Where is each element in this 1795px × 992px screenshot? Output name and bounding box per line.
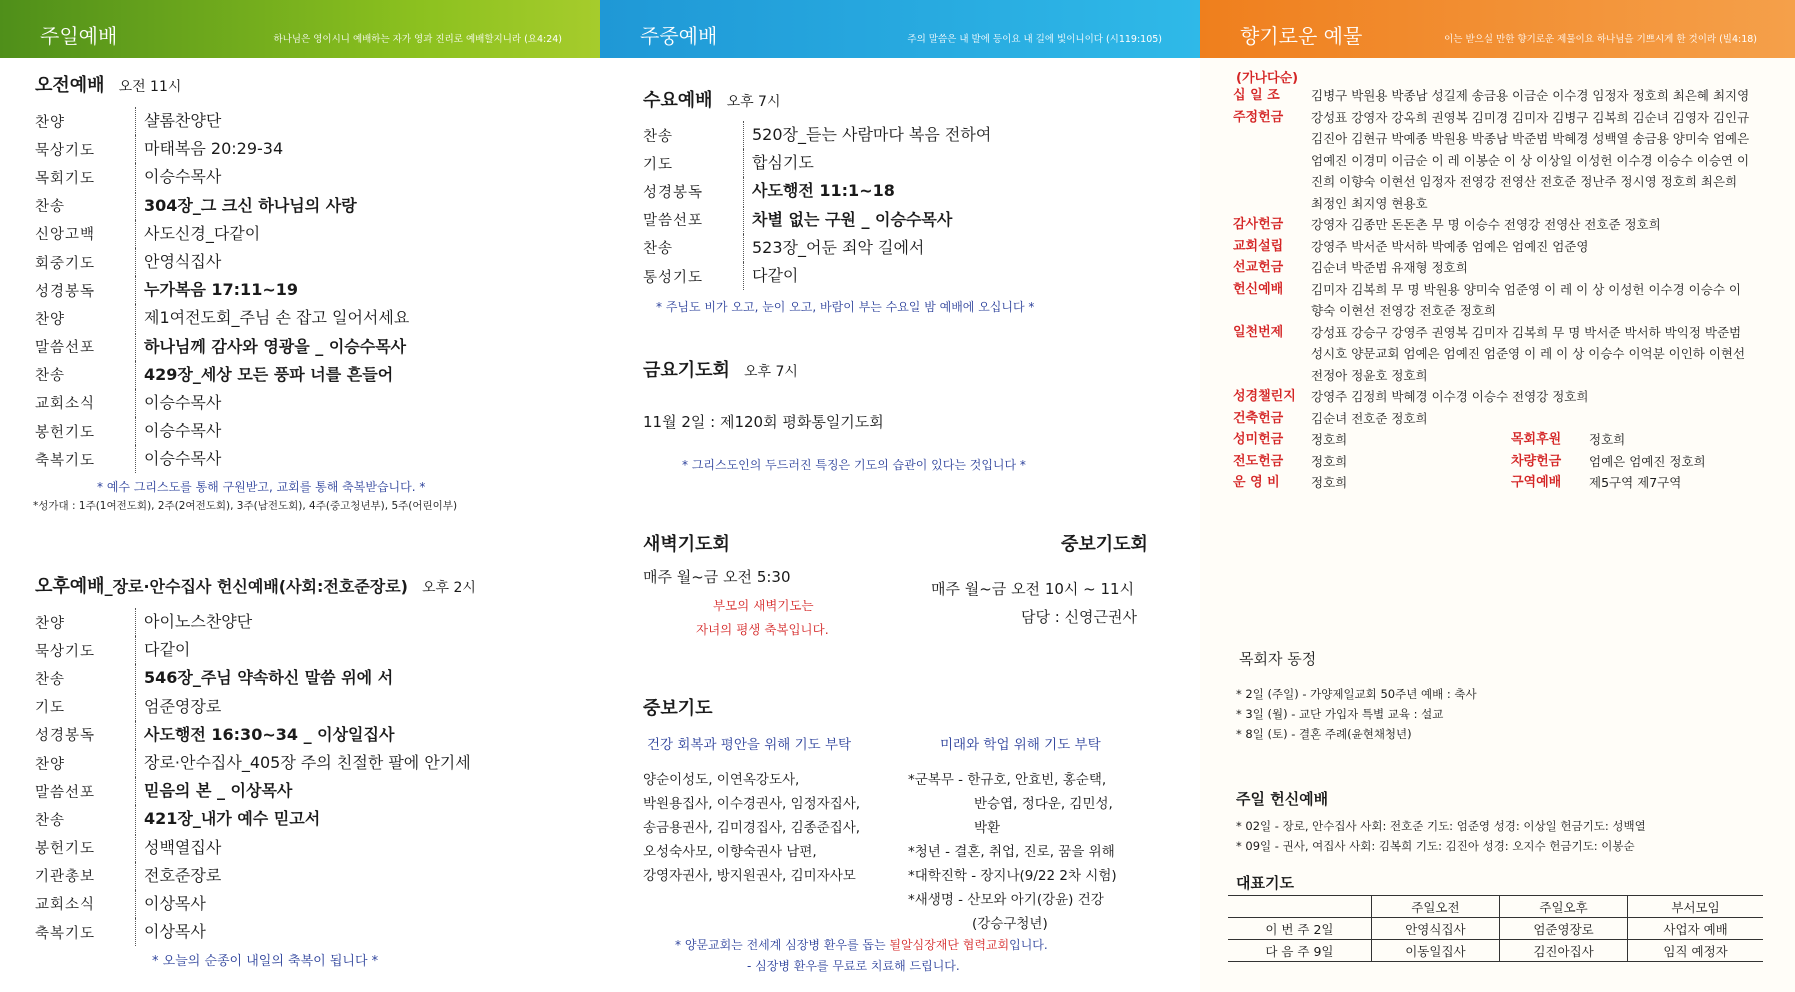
order-label: 목회기도	[35, 170, 96, 187]
order-row	[35, 890, 471, 918]
offering-category: 성미헌금	[1233, 432, 1284, 447]
intercession-left-item: 강영자권사, 방지원권사, 김미자사모	[643, 868, 856, 884]
offering-list	[1233, 85, 1751, 494]
order-value: 마태복음 20:29-34	[135, 135, 283, 163]
pastor-news-list	[1236, 684, 1477, 744]
offering-row	[1233, 279, 1751, 322]
offering-names: 정호희	[1589, 432, 1626, 447]
dedication-item: * 02일 - 장로, 안수집사 사회: 전호준 기도: 엄준영 성경: 이상일 헌금기도: 성백열	[1236, 819, 1646, 833]
rep-prayer-header-cell: 주일오후	[1499, 896, 1627, 918]
order-value: 이승수목사	[135, 445, 221, 473]
order-row	[643, 149, 991, 177]
order-row	[35, 220, 409, 248]
offering-category: 성경챌린지	[1233, 389, 1296, 404]
offering-category: 운 영 비	[1233, 475, 1280, 490]
order-value: 차별 없는 구원 _ 이승수목사	[743, 206, 952, 234]
intercession-left-item: 오성숙사모, 이향숙권사 남편,	[643, 844, 817, 860]
sunday-title: 주일예배	[40, 24, 118, 48]
pastor-news-title: 목회자 동정	[1239, 650, 1317, 668]
intercession-meeting-time: 매주 월~금 오전 10시 ~ 11시	[931, 580, 1135, 598]
order-row	[35, 636, 471, 664]
order-row	[35, 445, 409, 473]
order-value: 누가복음 17:11~19	[135, 276, 298, 304]
order-row	[35, 389, 409, 417]
intercession-right-list	[908, 768, 1117, 936]
order-label: 신앙고백	[35, 227, 96, 244]
rep-prayer-cell: 이동일집사	[1371, 940, 1499, 962]
offering-category: 선교헌금	[1233, 260, 1284, 275]
afternoon-order-list	[35, 608, 471, 946]
order-row	[643, 262, 991, 290]
intercession-right-item: 박환	[974, 820, 1001, 836]
offering-category: 감사헌금	[1233, 217, 1284, 232]
order-row	[35, 163, 409, 191]
order-value: 합심기도	[743, 149, 814, 177]
offering-names: 강성표 강영자 강옥희 권영복 김미경 김미자 김병구 김복희 김순녀 김영자 김인규 김진아 김현규 박예종 박원용 박종남 박준범 박혜경 성백열 송금용 양미숙 엄예은 엄예진 이경미 이금순 이 레 이봉순 이 상 이상일 이성헌 이수경 이승수 이승연 이진희 이향숙 이현선 임정자 전영강 전영산 전호준 정난주 정시영 정호희 최은희 최정인 최지영 현용호	[1311, 109, 1750, 211]
offering-category: 전도헌금	[1233, 453, 1284, 469]
order-label: 찬송	[35, 368, 66, 385]
offering-names: 김병구 박원용 박종남 성길제 송금용 이금순 이수경 임정자 정호희 최은혜 최지영	[1311, 88, 1750, 103]
order-row	[35, 276, 409, 304]
intercession-meeting-title: 중보기도회	[1061, 534, 1148, 555]
order-row	[35, 664, 471, 692]
weekday-title: 주중예배	[640, 24, 718, 48]
order-row	[643, 121, 991, 149]
intercession-right-item: *청년 - 결혼, 취업, 진로, 꿈을 위해	[908, 844, 1115, 860]
order-value: 이승수목사	[135, 389, 221, 417]
order-row	[35, 918, 471, 946]
offering-names: 엄예은 엄예진 정호희	[1589, 453, 1706, 469]
order-row	[35, 749, 471, 777]
pastor-news-item: * 2일 (주일) - 가양제일교회 50주년 예배 : 축사	[1236, 687, 1477, 701]
morning-note: * 예수 그리스도를 통해 구원받고, 교회를 통해 축복받습니다. *	[97, 480, 426, 494]
rep-prayer-cell: 안영식집사	[1371, 918, 1499, 940]
rep-prayer-row	[1228, 940, 1763, 962]
offering-names: 정호희	[1311, 453, 1348, 469]
intercession-right-head: 미래와 학업 위해 기도 부탁	[940, 737, 1101, 753]
rep-prayer-table	[1228, 895, 1763, 962]
offering-names: 제5구역 제7구역	[1589, 475, 1682, 490]
order-label: 찬송	[35, 812, 66, 829]
offering-names: 김순녀 박준범 유재형 정호희	[1311, 260, 1468, 275]
offering-names: 김순녀 전호준 정호희	[1311, 410, 1428, 426]
order-label: 성경봉독	[35, 728, 96, 745]
rep-prayer-cell: 다 음 주 9일	[1228, 940, 1371, 962]
rep-prayer-title: 대표기도	[1236, 874, 1294, 892]
offering-names: 강영주 김정희 박혜경 이수경 이승수 전영강 정호희	[1311, 389, 1589, 404]
wednesday-order-list	[643, 121, 991, 290]
offering-category: 교회설립	[1233, 238, 1284, 254]
friday-prayer-title: 금요기도회 오후 7시	[643, 360, 798, 381]
dedication-list	[1236, 816, 1646, 856]
offering-row	[1233, 257, 1751, 279]
rep-prayer-cell: 임직 예정자	[1628, 940, 1763, 962]
order-row	[35, 608, 471, 636]
wednesday-note: * 주님도 비가 오고, 눈이 오고, 바람이 부는 수요일 밤 예배에 오십니다 *	[656, 300, 1035, 314]
order-value: 아이노스찬양단	[135, 608, 252, 636]
order-value: 다같이	[743, 262, 798, 290]
offering-category: 주정헌금	[1233, 109, 1284, 125]
offering-title: 향기로운 예물	[1240, 24, 1363, 48]
dawn-red-line1: 부모의 새벽기도는	[713, 598, 814, 613]
order-value: 546장_주님 약속하신 말씀 위에 서	[135, 664, 393, 692]
order-value: 이승수목사	[135, 417, 221, 445]
offering-names: 강성표 강승구 강영주 권영복 김미자 김복희 무 명 박서준 박서하 박익정 박준범 성시호 양문교회 엄예은 엄예진 엄준영 이 레 이 상 이승수 이억분 이인하 이현선 전정아 정윤호 정호희	[1311, 324, 1746, 383]
sunday-verse: 하나님은 영이시니 예배하는 자가 영과 진리로 예배할지니라 (요4:24)	[273, 34, 562, 45]
offering-row	[1233, 214, 1751, 236]
intercession-left-item: 박원용집사, 이수경권사, 임정자집사,	[643, 796, 861, 812]
offering-category: 목회후원	[1511, 432, 1562, 447]
order-label: 교회소식	[35, 396, 96, 413]
offering-category: 구역예배	[1511, 475, 1562, 490]
order-value: 사도행전 16:30~34 _ 이상일집사	[135, 721, 394, 749]
order-label: 기도	[35, 700, 66, 717]
offering-order-note: (가나다순)	[1236, 71, 1299, 86]
choir-schedule: *성가대 : 1주(1여전도회), 2주(2여전도회), 3주(남전도회), 4주(중고청년부), 5주(어린이부)	[33, 500, 458, 512]
order-label: 묵상기도	[35, 643, 96, 660]
order-label: 축복기도	[35, 925, 96, 942]
order-value: 성백열집사	[135, 834, 221, 862]
intercession-right-item: 반승엽, 정다운, 김민성,	[974, 796, 1113, 812]
offering-names: 정호희	[1311, 475, 1348, 490]
order-label: 교회소식	[35, 897, 96, 914]
intercession-right-item: *군복무 - 한규호, 안효빈, 홍순택,	[908, 772, 1107, 788]
offering-pair-row	[1233, 429, 1751, 451]
dawn-prayer-time: 매주 월~금 오전 5:30	[643, 568, 791, 586]
offering-header	[1200, 0, 1795, 58]
order-label: 찬양	[35, 311, 66, 328]
order-label: 기관총보	[35, 869, 96, 886]
wednesday-service-title: 수요예배 오후 7시	[643, 90, 781, 111]
order-value: 하나님께 감사와 영광을 _ 이승수목사	[135, 333, 406, 361]
rep-prayer-header-cell	[1228, 896, 1371, 918]
rep-prayer-header-cell: 부서모임	[1628, 896, 1763, 918]
order-row	[35, 248, 409, 276]
offering-row	[1233, 322, 1751, 387]
order-value: 샬롬찬양단	[135, 107, 221, 135]
offering-row	[1233, 386, 1751, 408]
pastor-news-item: * 3일 (월) - 교단 가입자 특별 교육 : 설교	[1236, 707, 1444, 721]
friday-note: * 그리스도인의 두드러진 특징은 기도의 습관이 있다는 것입니다 *	[682, 458, 1026, 472]
order-label: 찬양	[35, 756, 66, 773]
offering-category: 일천번제	[1233, 324, 1284, 340]
order-value: 520장_듣는 사람마다 복음 전하여	[743, 121, 991, 149]
order-label: 회중기도	[35, 255, 96, 272]
order-row	[35, 304, 409, 332]
order-row	[35, 135, 409, 163]
order-label: 봉헌기도	[35, 841, 96, 858]
order-label: 축복기도	[35, 452, 96, 469]
order-label: 봉헌기도	[35, 424, 96, 441]
order-label: 말씀선포	[643, 213, 704, 230]
order-label: 통성기도	[643, 269, 704, 286]
order-label: 성경봉독	[35, 283, 96, 300]
intercession-left-item: 양순이성도, 이연옥강도사,	[643, 772, 800, 788]
rep-prayer-cell: 엄준영장로	[1499, 918, 1627, 940]
order-value: 제1여전도회_주님 손 잡고 일어서세요	[135, 304, 409, 332]
order-row	[35, 834, 471, 862]
offering-category: 건축헌금	[1233, 410, 1284, 426]
order-value: 장로·안수집사_405장 주의 친절한 팔에 안기세	[135, 749, 471, 777]
order-row	[35, 805, 471, 833]
intercession-left-head: 건강 회복과 평안을 위해 기도 부탁	[647, 737, 852, 753]
intercession-meeting-leader: 담당 : 신영근권사	[1021, 608, 1138, 626]
order-value: 304장_그 크신 하나님의 사랑	[135, 192, 357, 220]
order-row	[643, 177, 991, 205]
offering-verse: 이는 받으실 만한 향기로운 제물이요 하나님을 기쁘시게 한 것이라 (빌4:18)	[1444, 34, 1757, 45]
order-value: 이승수목사	[135, 163, 221, 191]
offering-category: 십 일 조	[1233, 88, 1280, 103]
order-value: 421장_내가 예수 믿고서	[135, 805, 320, 833]
sunday-worship-column	[0, 0, 600, 992]
order-value: 이상목사	[135, 890, 206, 918]
intercession-right-item: (강승구청년)	[972, 916, 1048, 932]
order-row	[35, 777, 471, 805]
order-label: 찬송	[643, 241, 674, 258]
intercession-title: 중보기도	[643, 698, 713, 719]
order-label: 기도	[643, 156, 674, 173]
rep-prayer-header-cell: 주일오전	[1371, 896, 1499, 918]
order-row	[35, 107, 409, 135]
rep-prayer-cell: 이 번 주 2일	[1228, 918, 1371, 940]
rep-prayer-row	[1228, 918, 1763, 940]
rep-prayer-cell: 사업자 예배	[1628, 918, 1763, 940]
afternoon-service-title: 오후예배_장로·안수집사 헌신예배(사회:전호준장로) 오후 2시	[35, 576, 476, 597]
order-label: 찬송	[35, 671, 66, 688]
order-value: 사도신경_다같이	[135, 220, 260, 248]
order-label: 찬송	[35, 199, 66, 216]
offering-row	[1233, 236, 1751, 258]
offering-names: 강영자 김종만 돈돈촌 무 명 이승수 전영강 전영산 전호준 정호희	[1311, 217, 1661, 232]
weekday-verse: 주의 말씀은 내 발에 등이요 내 길에 빛이니이다 (시119:105)	[907, 34, 1162, 45]
order-value: 안영식집사	[135, 248, 221, 276]
order-row	[643, 234, 991, 262]
order-row	[35, 361, 409, 389]
offering-row	[1233, 107, 1751, 215]
offering-names: 김미자 김복희 무 명 박원용 양미숙 엄준영 이 레 이 상 이성헌 이수경 이승수 이향숙 이현선 전영강 전호준 정호희	[1311, 281, 1741, 318]
morning-service-title: 오전예배 오전 11시	[35, 75, 182, 96]
weekday-header	[600, 0, 1200, 58]
order-row	[35, 417, 409, 445]
offering-pair-row	[1233, 472, 1751, 494]
order-row	[35, 862, 471, 890]
dedication-item: * 09일 - 권사, 여집사 사회: 김복희 기도: 김진아 성경: 오지수 헌금기도: 이봉순	[1236, 839, 1635, 853]
order-row	[35, 721, 471, 749]
offering-category: 헌신예배	[1233, 281, 1284, 297]
order-label: 묵상기도	[35, 142, 96, 159]
rep-prayer-cell: 김진아집사	[1499, 940, 1627, 962]
morning-order-list	[35, 107, 409, 473]
order-value: 이상목사	[135, 918, 206, 946]
order-value: 523장_어둔 죄악 길에서	[743, 234, 924, 262]
order-label: 말씀선포	[35, 340, 96, 357]
afternoon-note: * 오늘의 순종이 내일의 축복이 됩니다 *	[152, 954, 379, 969]
offering-category: 차량헌금	[1511, 453, 1562, 469]
offering-names: 정호희	[1311, 432, 1348, 447]
order-value: 엄준영장로	[135, 693, 221, 721]
rep-prayer-header-row	[1228, 896, 1763, 918]
order-label: 찬양	[35, 615, 66, 632]
offering-names: 강영주 박서준 박서하 박예종 엄예은 엄예진 엄준영	[1311, 238, 1589, 254]
heart-foundation-note2: - 심장병 환우를 무료로 치료해 드립니다.	[747, 959, 960, 973]
dawn-red-line2: 자녀의 평생 축복입니다.	[696, 622, 829, 637]
order-value: 사도행전 11:1~18	[743, 177, 895, 205]
dawn-prayer-title: 새벽기도회	[643, 534, 730, 555]
friday-prayer-line: 11월 2일 : 제120회 평화통일기도회	[643, 413, 884, 431]
dedication-title: 주일 헌신예배	[1236, 790, 1329, 808]
order-value: 429장_세상 모든 풍파 너를 흔들어	[135, 361, 393, 389]
order-label: 성경봉독	[643, 184, 704, 201]
order-value: 전호준장로	[135, 862, 221, 890]
intercession-left-list	[643, 768, 860, 888]
intercession-right-item: *새생명 - 산모와 아기(강윤) 건강	[908, 892, 1104, 908]
order-row	[35, 192, 409, 220]
order-label: 찬양	[35, 114, 66, 131]
order-row	[35, 333, 409, 361]
order-value: 믿음의 본 _ 이상목사	[135, 777, 292, 805]
intercession-right-item: *대학진학 - 장지나(9/22 2차 시험)	[908, 868, 1117, 884]
sunday-header	[0, 0, 600, 58]
order-row	[35, 693, 471, 721]
offering-row	[1233, 85, 1751, 107]
order-label: 말씀선포	[35, 784, 96, 801]
heart-foundation-note: * 양문교회는 전세계 심장병 환우를 돕는 될알심장재단 협력교회입니다.	[675, 938, 1048, 952]
offering-pair-row	[1233, 451, 1751, 473]
order-label: 찬송	[643, 128, 674, 145]
offering-row	[1233, 408, 1751, 430]
order-row	[643, 206, 991, 234]
intercession-left-item: 송금용권사, 김미경집사, 김종준집사,	[643, 820, 861, 836]
weekday-worship-column	[600, 0, 1200, 992]
pastor-news-item: * 8일 (토) - 결혼 주례(윤현채청년)	[1236, 727, 1412, 741]
order-value: 다같이	[135, 636, 190, 664]
